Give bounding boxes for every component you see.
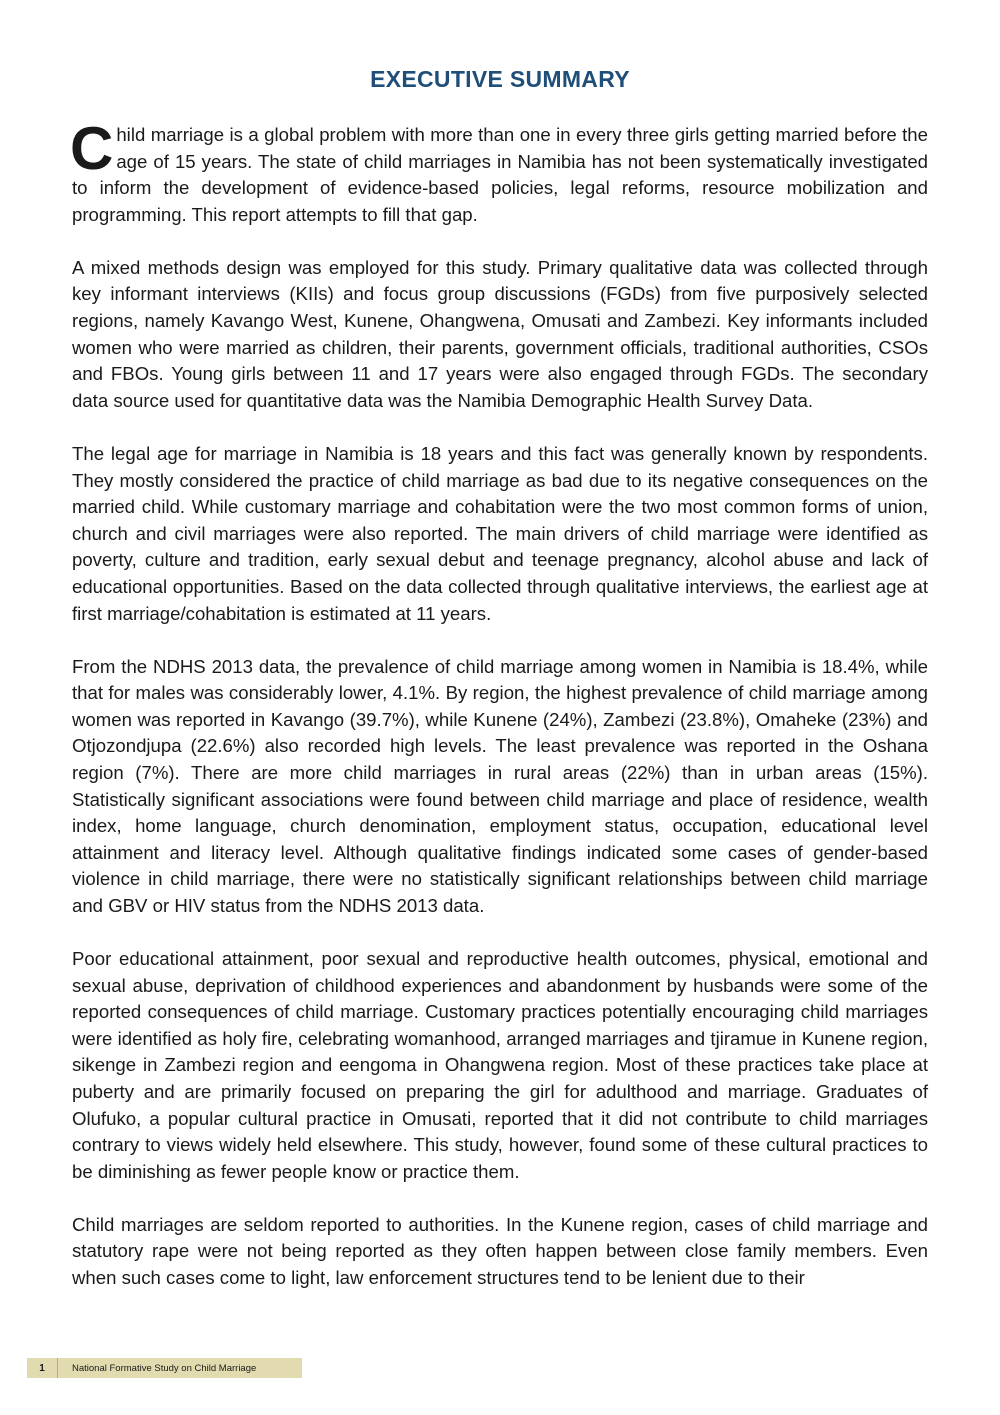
page-title: EXECUTIVE SUMMARY (370, 66, 630, 92)
paragraph-intro-text: hild marriage is a global problem with more than one in every three girls getting married before the age of 15 years. The state of child marriages in Namibia has not been systematically investigated to inform the development of evidence-based policies, legal reforms, resource mobilization and programming. This report attempts to fill that gap. (72, 124, 928, 225)
paragraph-reporting: Child marriages are seldom reported to authorities. In the Kunene region, cases of child marriage and statutory rape were not being reported as they often happen between close family members. Even when such cases come to light, law enforcement structures tend to be lenient due to their (72, 1213, 928, 1289)
paragraph-intro (70, 115, 928, 228)
paragraph-methods: A mixed methods design was employed for this study. Primary qualitative data was collected through key informant interviews (KIIs) and focus group discussions (FGDs) from five purposively selected regions, namely Kavango West, Kunene, Ohangwena, Omusati and Zambezi. Key informants included women who were married as children, their parents, government officials, traditional authorities, CSOs and FBOs. Young girls between 11 and 17 years were also engaged through FGDs. The secondary data source used for quantitative data was the Namibia Demographic Health Survey Data. (72, 256, 928, 411)
drop-cap: C (70, 115, 114, 182)
footer-document-title: National Formative Study on Child Marriage (72, 1362, 257, 1374)
executive-summary-body (70, 115, 928, 1318)
paragraph-consequences: Poor educational attainment, poor sexual and reproductive health outcomes, physical, emotional and sexual abuse, deprivation of childhood experiences and abandonment by husbands were some of the reported consequences of child marriage. Customary practices potentially encouraging child marriages were identified as holy fire, celebrating womanhood, arranged marriages and tjiramue in Kunene region, sikenge in Zambezi region and eengoma in Ohangwena region. Most of these practices take place at puberty and are primarily focused on preparing the girl for adulthood and marriage. Graduates of Olufuko, a popular cultural practice in Omusati, reported that it did not contribute to child marriages contrary to views widely held elsewhere. This study, however, found some of these cultural practices to be diminishing as fewer people know or practice them. (72, 948, 928, 1182)
page-footer (27, 1358, 302, 1378)
paragraph-legal-age: The legal age for marriage in Namibia is 18 years and this fact was generally known by respondents. They mostly considered the practice of child marriage as bad due to its negative consequences on the married child. While customary marriage and cohabitation were the two most common forms of union, church and civil marriages were also reported. The main drivers of child marriage were identified as poverty, culture and tradition, early sexual debut and teenage pregnancy, alcohol abuse and lack of educational opportunities. Based on the data collected through qualitative interviews, the earliest age at first marriage/cohabitation is estimated at 11 years. (72, 442, 928, 624)
page-number: 1 (39, 1362, 45, 1374)
paragraph-prevalence: From the NDHS 2013 data, the prevalence of child marriage among women in Namibia is 18.4%, while that for males was considerably lower, 4.1%. By region, the highest prevalence of child marriage among women was reported in Kavango (39.7%), while Kunene (24%), Zambezi (23.8%), Omaheke (23%) and Otjozondjupa (22.6%) also recorded high levels. The least prevalence was reported in the Oshana region (7%). There are more child marriages in rural areas (22%) than in urban areas (15%). Statistically significant associations were found between child marriage and place of residence, wealth index, home language, church denomination, employment status, occupation, educational level attainment and literacy level. Although qualitative findings indicated some cases of gender-based violence in child marriage, there were no statistically significant relationships between child marriage and GBV or HIV status from the NDHS 2013 data. (72, 655, 928, 916)
